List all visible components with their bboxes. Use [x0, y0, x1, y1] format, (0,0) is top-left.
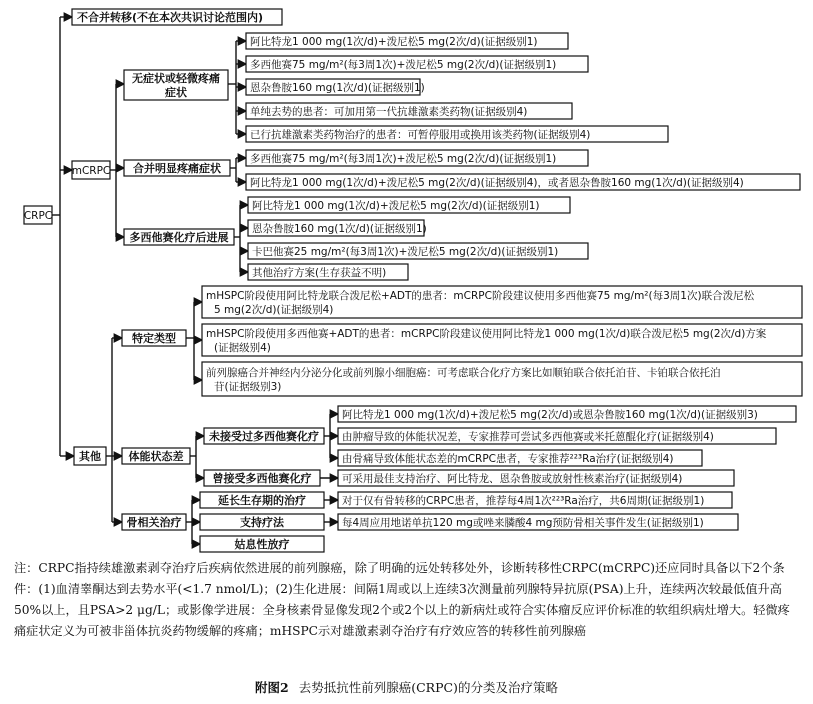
asymptomatic-item-5: 已行抗雄激素类药物治疗的患者：可暂停服用或换用该类药物(证据级别4) — [250, 129, 591, 141]
specific-item-1-line1: mHSPC阶段使用阿比特龙联合泼尼松+ADT的患者：mCRPC阶段建议使用多西他赛75 mg/m²(每3周1次)联合泼尼松 — [206, 290, 755, 302]
bone-row-1-label: 延长生存期的治疗 — [218, 494, 306, 507]
specific-item-2-line1: mHSPC阶段使用多西他赛+ADT的患者：mCRPC阶段建议使用阿比特龙1 000 mg(1次/d)联合泼尼松5 mg(2次/d)方案 — [206, 328, 767, 340]
post-docetaxel-label: 多西他赛化疗后进展 — [129, 231, 229, 244]
exclusion-label: 不合并转移(不在本次共识讨论范围内) — [77, 11, 264, 24]
not-docetaxel-item-1: 阿比特龙1 000 mg(1次/d)+泼尼松5 mg(2次/d)或恩杂鲁胺160 mg(1次/d)(证据级别3) — [342, 409, 758, 421]
root-label: CRPC — [23, 210, 53, 222]
specific-item-3-line1: 前列腺癌合并神经内分泌分化或前列腺小细胞癌：可考虑联合化疗方案比如顺铂联合依托泊苷、卡铂联合依托泊 — [206, 367, 721, 379]
post-docetaxel-item-2: 恩杂鲁胺160 mg(1次/d)(证据级别1) — [252, 223, 427, 235]
docetaxel-item — [338, 470, 734, 486]
asymptomatic-item-3: 恩杂鲁胺160 mg(1次/d)(证据级别1) — [250, 82, 425, 94]
pain-label: 合并明显疼痛症状 — [133, 162, 221, 175]
caption-label: 附图2 — [255, 680, 289, 695]
figure-caption — [0, 678, 813, 696]
not-docetaxel-node — [204, 428, 324, 444]
specific-item-1-line2: 5 mg(2次/d)(证据级别4) — [214, 304, 334, 316]
caption-title: 去势抵抗性前列腺癌(CRPC)的分类及治疗策略 — [298, 680, 558, 695]
asymptomatic-items — [246, 33, 668, 142]
not-docetaxel-item-2: 由肿瘤导致的体能状况差，专家推荐可尝试多西他赛或米托蒽醌化疗(证据级别4) — [342, 431, 714, 443]
asymptomatic-label-line1: 无症状或轻微疼痛 — [132, 72, 220, 85]
bone-node — [122, 514, 186, 530]
bone-row-2-item: 每4周应用地诺单抗120 mg或唑来膦酸4 mg预防骨相关事件发生(证据级别1) — [342, 517, 704, 529]
poor-status-label: 体能状态差 — [128, 450, 184, 463]
specific-type-node — [122, 330, 186, 346]
pain-items — [246, 150, 800, 190]
pain-node — [124, 160, 230, 176]
other-node — [74, 447, 106, 465]
bone-row-1-item: 对于仅有骨转移的CRPC患者，推荐每4周1次²²³Ra治疗，共6周期(证据级别1) — [342, 495, 705, 507]
root-node — [24, 206, 52, 224]
post-docetaxel-items — [248, 197, 588, 280]
post-docetaxel-item-4: 其他治疗方案(生存获益不明) — [252, 267, 387, 279]
asymptomatic-label-line2: 症状 — [165, 86, 187, 99]
not-docetaxel-item-3: 由骨痛导致体能状态差的mCRPC患者，专家推荐²²³Ra治疗(证据级别4) — [342, 453, 674, 465]
specific-type-items — [202, 286, 802, 396]
bone-row-3-label: 姑息性放疗 — [234, 538, 290, 551]
bone-row-2-label: 支持疗法 — [240, 516, 284, 529]
asymptomatic-item-4: 单纯去势的患者：可加用第一代抗雄激素类药物(证据级别4) — [250, 106, 528, 118]
specific-item-3-line2: 苷(证据级别3) — [214, 381, 282, 393]
pain-item-1: 多西他赛75 mg/m²(每3周1次)+泼尼松5 mg(2次/d)(证据级别1) — [250, 153, 557, 165]
asymptomatic-node — [124, 70, 228, 100]
post-docetaxel-item-3: 卡巴他赛25 mg/m²(每3周1次)+泼尼松5 mg(2次/d)(证据级别1) — [252, 246, 559, 258]
bone-rows — [200, 492, 738, 552]
not-docetaxel-items — [338, 406, 796, 466]
docetaxel-item-text: 可采用最佳支持治疗、阿比特龙、恩杂鲁胺或放射性核素治疗(证据级别4) — [342, 473, 683, 485]
post-docetaxel-node — [124, 229, 234, 245]
not-docetaxel-label: 未接受过多西他赛化疗 — [209, 430, 319, 443]
poor-status-node — [122, 448, 190, 464]
footnote: 注：CRPC指持续雄激素剥夺治疗后疾病依然进展的前列腺癌，除了明确的远处转移处外，诊断转移性CRPC(mCRPC)还应同时具备以下2个条件：(1)血清睾酮达到去势水平(<1.7 nmol/L)；(2)生化进展：间隔1周或以上连续3次测量前列腺特异抗原(PSA)上升，连续两次较最低值升高50%以上，且PSA>2 μg/L；或影像学进展：全身核素骨显像发现2个或2个以上的新病灶或符合实体瘤反应评价标准的软组织病灶增大。轻微疼痛症状定义为可被非甾体抗炎药物缓解的疼痛；mHSPC示对雄激素剥夺治疗有疗效应答的转移性前列腺癌 — [14, 561, 790, 638]
mcrpc-node — [72, 161, 111, 179]
asymptomatic-item-1: 阿比特龙1 000 mg(1次/d)+泼尼松5 mg(2次/d)(证据级别1) — [250, 36, 538, 48]
asymptomatic-item-2: 多西他赛75 mg/m²(每3周1次)+泼尼松5 mg(2次/d)(证据级别1) — [250, 59, 557, 71]
docetaxel-node — [204, 470, 320, 486]
specific-item-2-line2: (证据级别4) — [214, 342, 271, 354]
post-docetaxel-item-1: 阿比特龙1 000 mg(1次/d)+泼尼松5 mg(2次/d)(证据级别1) — [252, 200, 540, 212]
specific-type-label: 特定类型 — [132, 332, 176, 345]
pain-item-2: 阿比特龙1 000 mg(1次/d)+泼尼松5 mg(2次/d)(证据级别4)，或者恩杂鲁胺160 mg(1次/d)(证据级别4) — [250, 177, 744, 189]
exclusion-node — [72, 9, 282, 25]
docetaxel-label: 曾接受多西他赛化疗 — [212, 472, 312, 485]
other-label: 其他 — [79, 450, 101, 463]
mcrpc-label: mCRPC — [71, 165, 111, 177]
bone-label: 骨相关治疗 — [126, 516, 182, 529]
